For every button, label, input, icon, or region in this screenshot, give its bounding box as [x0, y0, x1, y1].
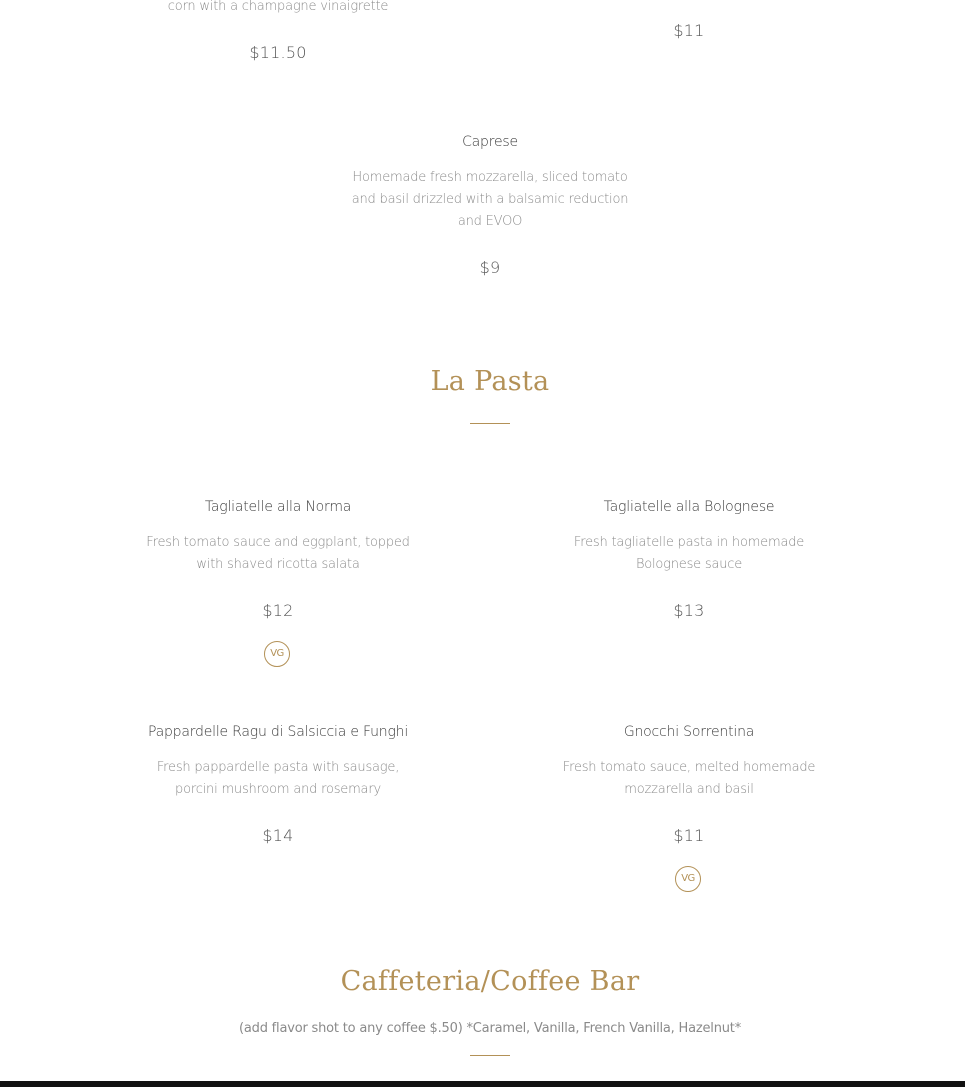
pasta-item-price: $14: [262, 826, 294, 845]
caprese-desc: Homemade fresh mozzarella, sliced tomato and basil drizzled with a balsamic reduction and EVOO: [351, 170, 629, 229]
section-title-coffee: Caffeteria/Coffee Bar: [340, 966, 640, 997]
pasta-item-desc: Fresh tomato sauce, melted homemade mozzarella and basil: [562, 760, 816, 797]
pasta-item-desc: Fresh pappardelle pasta with sausage, porcini mushroom and rosemary: [156, 760, 400, 797]
pasta-item-name: Tagliatelle alla Bolognese: [603, 499, 775, 515]
pasta-item-name: Tagliatelle alla Norma: [204, 499, 352, 515]
vegetarian-badge-icon: VG: [264, 641, 290, 667]
top-left-item-desc-fragment: corn with a champagne vinaigrette: [167, 0, 389, 14]
section-note-coffee: (add flavor shot to any coffee $.50) *Caramel, Vanilla, French Vanilla, Hazelnut*: [239, 1021, 741, 1036]
top-right-item-price: $11: [673, 21, 705, 40]
pasta-item-name: Pappardelle Ragu di Salsiccia e Funghi: [147, 724, 409, 740]
caprese-name: Caprese: [462, 134, 518, 150]
bottom-bar: [0, 1081, 965, 1087]
caprese-price: $9: [479, 258, 501, 277]
pasta-item-name: Gnocchi Sorrentina: [623, 724, 755, 740]
section-title-pasta: La Pasta: [430, 366, 550, 397]
vegetarian-badge-icon: VG: [675, 866, 701, 892]
pasta-item-desc: Fresh tomato sauce and eggplant, topped with shaved ricotta salata: [146, 535, 410, 572]
pasta-item-price: $13: [673, 601, 705, 620]
section-divider-coffee: [470, 1055, 510, 1056]
pasta-item-desc: Fresh tagliatelle pasta in homemade Bolognese sauce: [573, 535, 805, 572]
pasta-item-price: $11: [673, 826, 705, 845]
top-left-item-price: $11.50: [249, 43, 307, 62]
section-divider-pasta: [470, 423, 510, 424]
pasta-item-price: $12: [262, 601, 294, 620]
